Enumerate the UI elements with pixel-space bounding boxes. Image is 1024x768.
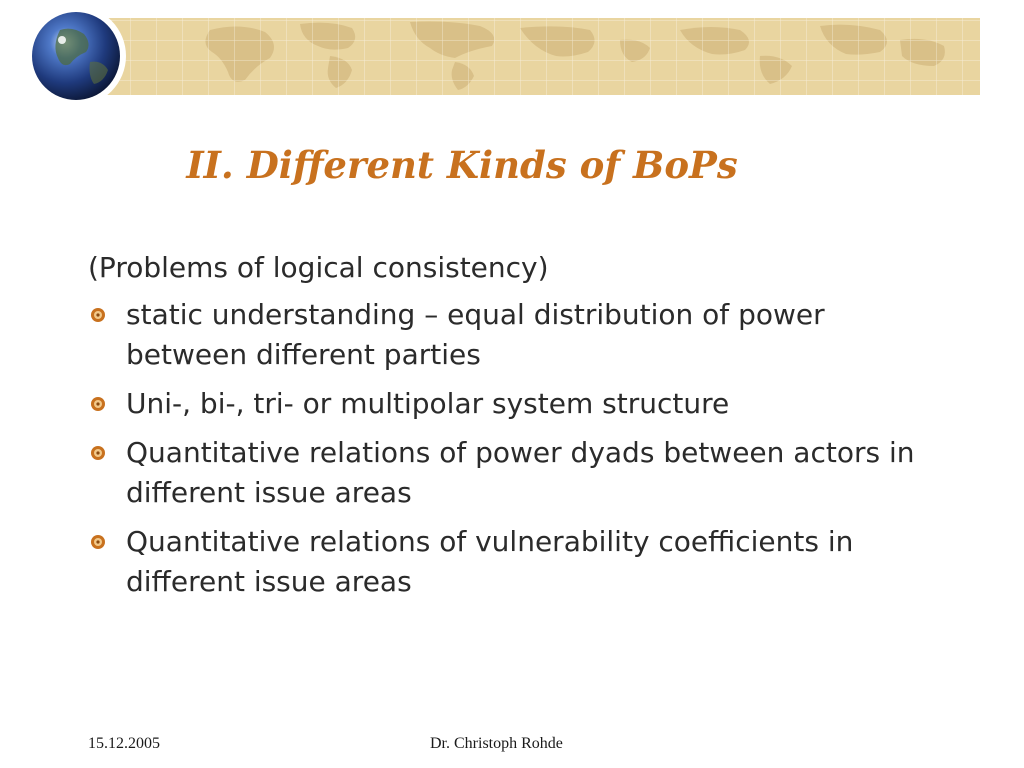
slide-body <box>88 248 948 611</box>
intro-text: (Problems of logical consistency) <box>88 251 549 284</box>
bullet-disc-icon <box>90 534 106 550</box>
bullet-disc-icon <box>90 445 106 461</box>
bullet-text: Uni-, bi-, tri- or multipolar system structure <box>126 387 730 420</box>
map-grid <box>80 18 980 95</box>
footer-author: Dr. Christoph Rohde <box>430 735 563 752</box>
bullet-text: Quantitative relations of vulnerability coefficients in different issue areas <box>126 525 854 598</box>
bullet-item <box>88 384 948 424</box>
bullet-text: static understanding – equal distribution of power between different parties <box>126 298 825 371</box>
slide-title: II. Different Kinds of BoPs <box>186 143 738 187</box>
bullet-item <box>88 522 948 602</box>
header-banner <box>0 0 1024 110</box>
footer-date: 15.12.2005 <box>88 735 160 752</box>
globe-icon <box>32 12 120 100</box>
bullet-text: Quantitative relations of power dyads between actors in different issue areas <box>126 436 915 509</box>
bullet-item <box>88 433 948 513</box>
bullet-item <box>88 295 948 375</box>
bullet-disc-icon <box>90 396 106 412</box>
world-map-banner <box>0 0 1024 110</box>
bullet-disc-icon <box>90 307 106 323</box>
